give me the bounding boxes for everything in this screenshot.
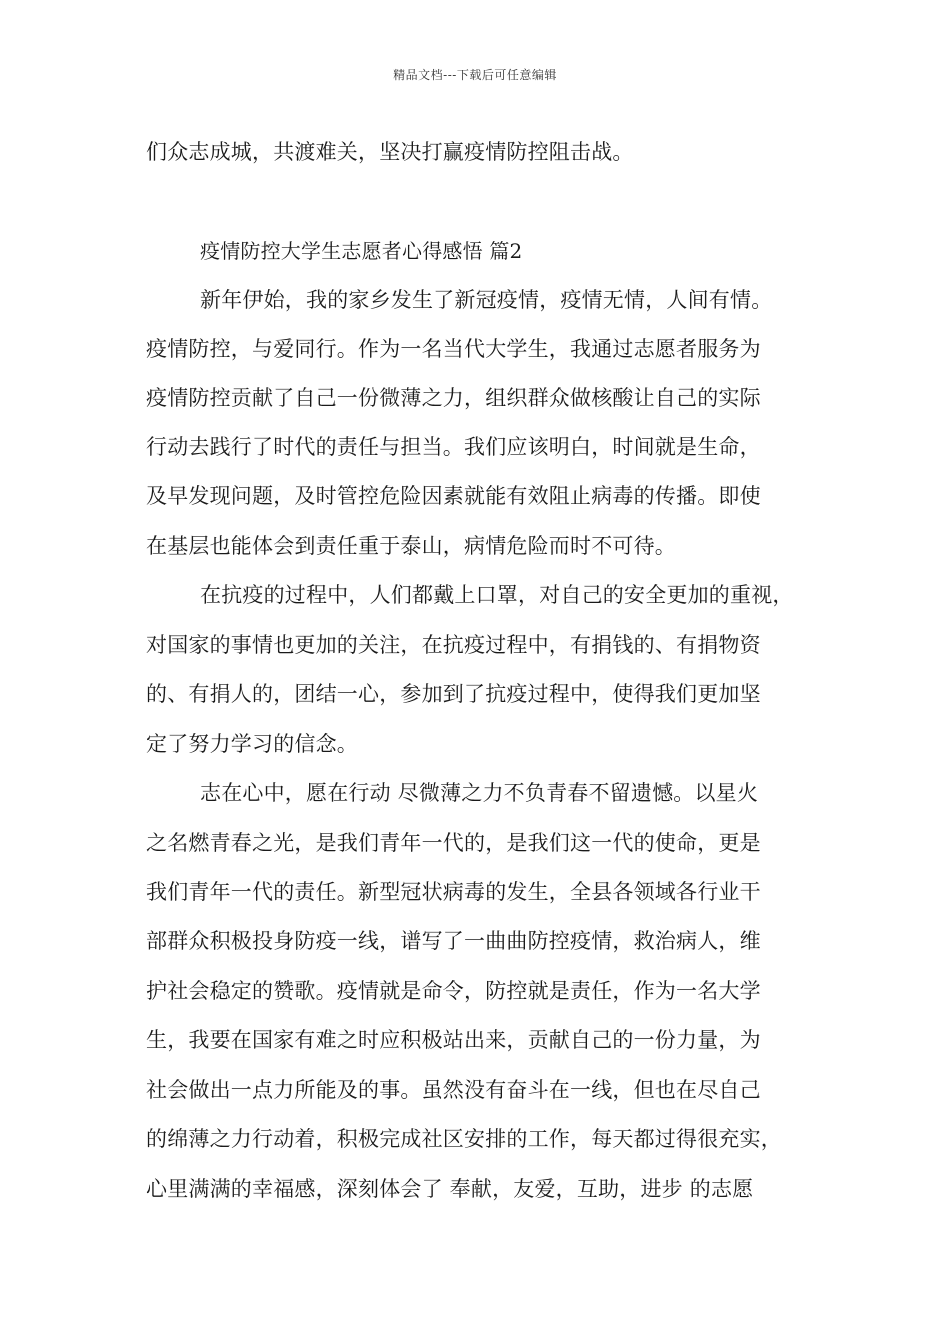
- body-line: 生，我要在国家有难之时应积极站出来，贡献自己的一份力量，为: [146, 1028, 761, 1052]
- section-title: 疫情防控大学生志愿者心得感悟 篇2: [200, 239, 523, 263]
- body-line: 我们青年一代的责任。新型冠状病毒的发生，全县各领域各行业干: [146, 880, 761, 904]
- body-line: 志在心中，愿在行动 尽微薄之力不负青春不留遗憾。以星火: [200, 781, 759, 805]
- body-line: 们众志成城，共渡难关，坚决打赢疫情防控阻击战。: [146, 140, 634, 164]
- body-line: 新年伊始，我的家乡发生了新冠疫情，疫情无情，人间有情。: [200, 288, 773, 312]
- body-line: 对国家的事情也更加的关注，在抗疫过程中，有捐钱的、有捐物资: [146, 633, 761, 657]
- body-line: 疫情防控贡献了自己一份微薄之力，组织群众做核酸让自己的实际: [146, 386, 761, 410]
- body-line: 及早发现问题，及时管控危险因素就能有效阻止病毒的传播。即使: [146, 484, 761, 508]
- body-line: 行动去践行了时代的责任与担当。我们应该明白，时间就是生命，: [146, 435, 761, 459]
- body-line: 定了努力学习的信念。: [146, 732, 358, 756]
- body-line: 护社会稳定的赞歌。疫情就是命令，防控就是责任，作为一名大学: [146, 979, 761, 1003]
- body-line: 在基层也能体会到责任重于泰山，病情危险而时不可待。: [146, 534, 676, 558]
- body-line: 社会做出一点力所能及的事。虽然没有奋斗在一线，但也在尽自己: [146, 1078, 761, 1102]
- body-line: 部群众积极投身防疫一线，谱写了一曲曲防控疫情，救治病人，维: [146, 929, 761, 953]
- body-line: 之名燃青春之光，是我们青年一代的，是我们这一代的使命，更是: [146, 831, 761, 855]
- body-line: 的、有捐人的，团结一心，参加到了抗疫过程中，使得我们更加坚: [146, 682, 761, 706]
- body-line: 心里满满的幸福感，深刻体会了 奉献，友爱，互助，进步 的志愿: [146, 1177, 754, 1201]
- body-line: 在抗疫的过程中，人们都戴上口罩，对自己的安全更加的重视，: [200, 583, 794, 607]
- body-line: 的绵薄之力行动着，积极完成社区安排的工作，每天都过得很充实，: [146, 1127, 782, 1151]
- body-line: 疫情防控，与爱同行。作为一名当代大学生，我通过志愿者服务为: [146, 337, 761, 361]
- page-header: 精品文档---下载后可任意编辑: [393, 68, 557, 82]
